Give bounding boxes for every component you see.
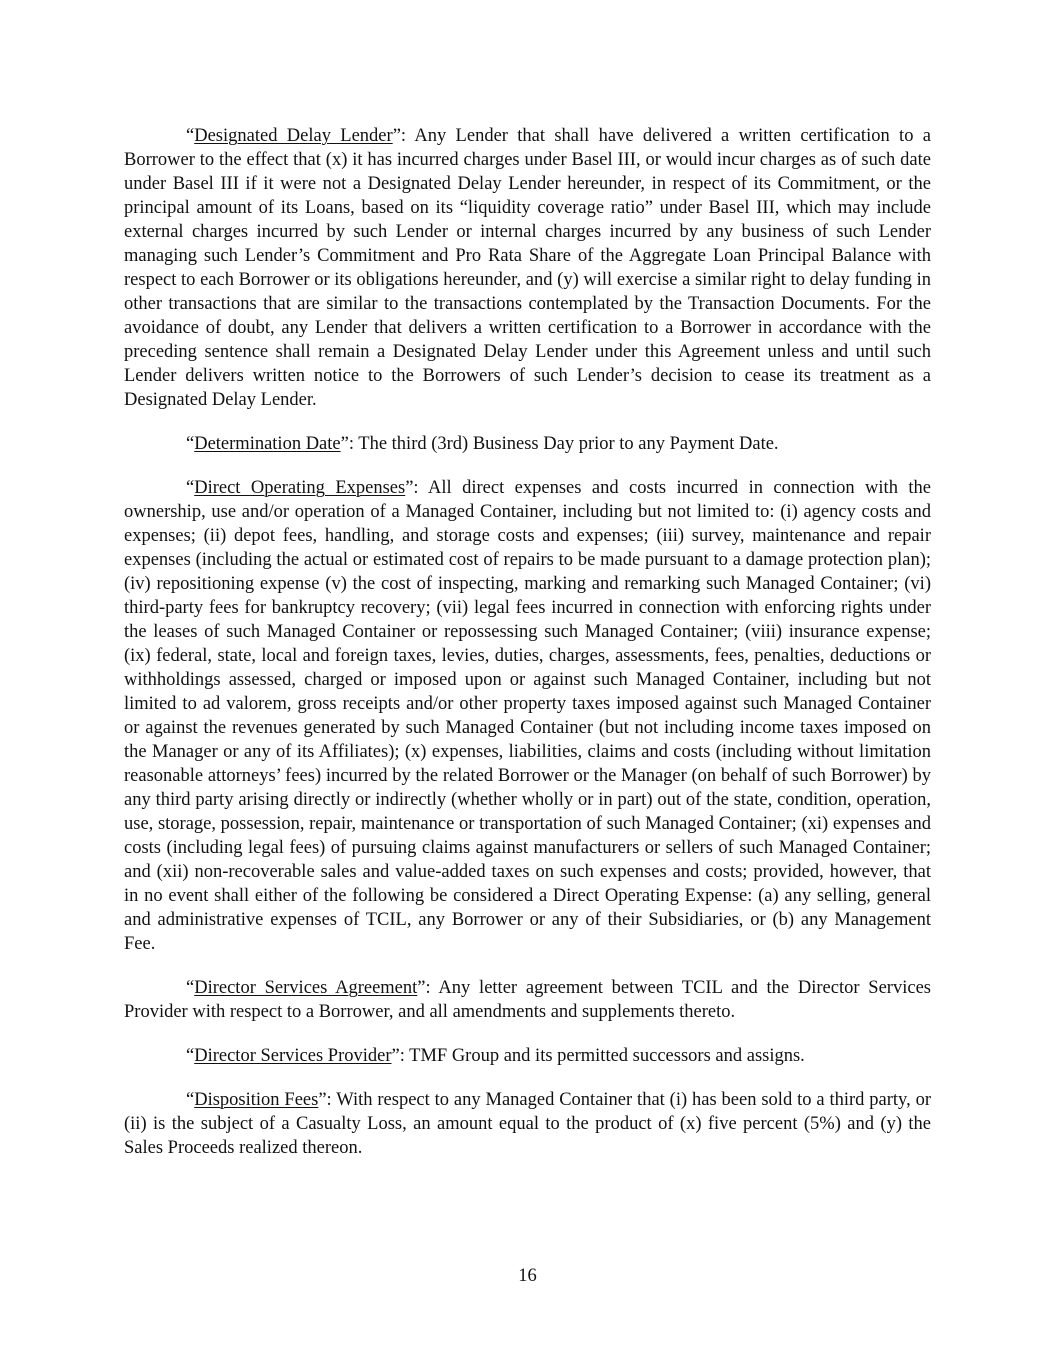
definition-body: With respect to any Managed Container that (i) has been sold to a third party, or (ii) is the subject of a Casualty Loss, an amount equal to the product of (x) five percent (5%) and (y) the Sales Proceeds realized thereon. bbox=[124, 1090, 931, 1158]
defined-term: Disposition Fees bbox=[194, 1090, 319, 1110]
definition-body: Any Lender that shall have delivered a written certification to a Borrower to the effect that (x) it has incurred charges under Basel III, or would incur charges as of such date under Basel III if it were not a Designated Delay Lender hereunder, in respect of its Commitment, or the principal amount of its Loans, based on its “liquidity coverage ratio” under Basel III, which may include external charges incurred by such Lender or internal charges incurred by any business of such Lender managing such Lender’s Commitment and Pro Rata Share of the Aggregate Loan Principal Balance with respect to each Borrower or its obligations hereunder, and (y) will exercise a similar right to delay funding in other transactions that are similar to the transactions contemplated by the Transaction Documents. For the avoidance of doubt, any Lender that delivers a written certification to a Borrower in accordance with the preceding sentence shall remain a Designated Delay Lender under this Agreement unless and until such Lender delivers written notice to the Borrowers of such Lender’s decision to cease its treatment as a Designated Delay Lender. bbox=[124, 126, 931, 410]
open-quote: “ bbox=[186, 978, 195, 998]
definition-disposition-fees bbox=[124, 1088, 931, 1160]
definition-body: All direct expenses and costs incurred in connection with the ownership, use and/or operation of a Managed Container, including but not limited to: (i) agency costs and expenses; (ii) depot fees, handling, and storage costs and expenses; (iii) survey, maintenance and repair expenses (including the actual or estimated cost of repairs to be made pursuant to a damage protection plan); (iv) repositioning expense (v) the cost of inspecting, marking and remarking such Managed Container; (vi) third-party fees for bankruptcy recovery; (vii) legal fees incurred in connection with enforcing rights under the leases of such Managed Container or repossessing such Managed Container; (viii) insurance expense; (ix) federal, state, local and foreign taxes, levies, duties, charges, assessments, fees, penalties, deductions or withholdings assessed, charged or imposed upon or against such Managed Container, including but not limited to ad valorem, gross receipts and/or other property taxes imposed against such Managed Container or against the revenues generated by such Managed Container (but not including income taxes imposed on the Manager or any of its Affiliates); (x) expenses, liabilities, claims and costs (including without limitation reasonable attorneys’ fees) incurred by the related Borrower or the Manager (on behalf of such Borrower) by any third party arising directly or indirectly (whether wholly or in part) out of the state, condition, operation, use, storage, possession, repair, maintenance or transportation of such Managed Container; (xi) expenses and costs (including legal fees) of pursuing claims against manufacturers or sellers of such Managed Container; and (xii) non-recoverable sales and value-added taxes on such expenses and costs; provided, however, that in no event shall either of the following be considered a Direct Operating Expense: (a) any selling, general and administrative expenses of TCIL, any Borrower or any of their Subsidiaries, or (b) any Management Fee. bbox=[124, 478, 931, 954]
definition-body: The third (3rd) Business Day prior to any Payment Date. bbox=[358, 434, 779, 454]
open-quote: “ bbox=[186, 434, 195, 454]
close-quote: ”: bbox=[318, 1090, 337, 1110]
open-quote: “ bbox=[186, 1046, 195, 1066]
close-quote: ”: bbox=[392, 126, 415, 146]
close-quote: ”: bbox=[417, 978, 439, 998]
open-quote: “ bbox=[186, 1090, 195, 1110]
definition-determination-date bbox=[124, 432, 931, 456]
close-quote: ”: bbox=[340, 434, 359, 454]
open-quote: “ bbox=[186, 126, 195, 146]
definition-director-services-agreement bbox=[124, 976, 931, 1024]
definition-director-services-provider bbox=[124, 1044, 931, 1068]
definition-direct-operating-expenses bbox=[124, 476, 931, 956]
close-quote: ”: bbox=[405, 478, 428, 498]
defined-term: Director Services Agreement bbox=[194, 978, 418, 998]
close-quote: ”: bbox=[391, 1046, 410, 1066]
defined-term: Determination Date bbox=[194, 434, 341, 454]
page-number: 16 bbox=[518, 1266, 537, 1286]
defined-term: Designated Delay Lender bbox=[194, 126, 393, 146]
open-quote: “ bbox=[186, 478, 195, 498]
definition-body: Any letter agreement between TCIL and the Director Services Provider with respect to a Borrower, and all amendments and supplements thereto. bbox=[124, 978, 931, 1022]
defined-term: Director Services Provider bbox=[194, 1046, 392, 1066]
definition-body: TMF Group and its permitted successors and assigns. bbox=[409, 1046, 805, 1066]
defined-term: Direct Operating Expenses bbox=[194, 478, 406, 498]
definition-designated-delay-lender bbox=[124, 124, 931, 412]
document-page bbox=[124, 124, 931, 1180]
